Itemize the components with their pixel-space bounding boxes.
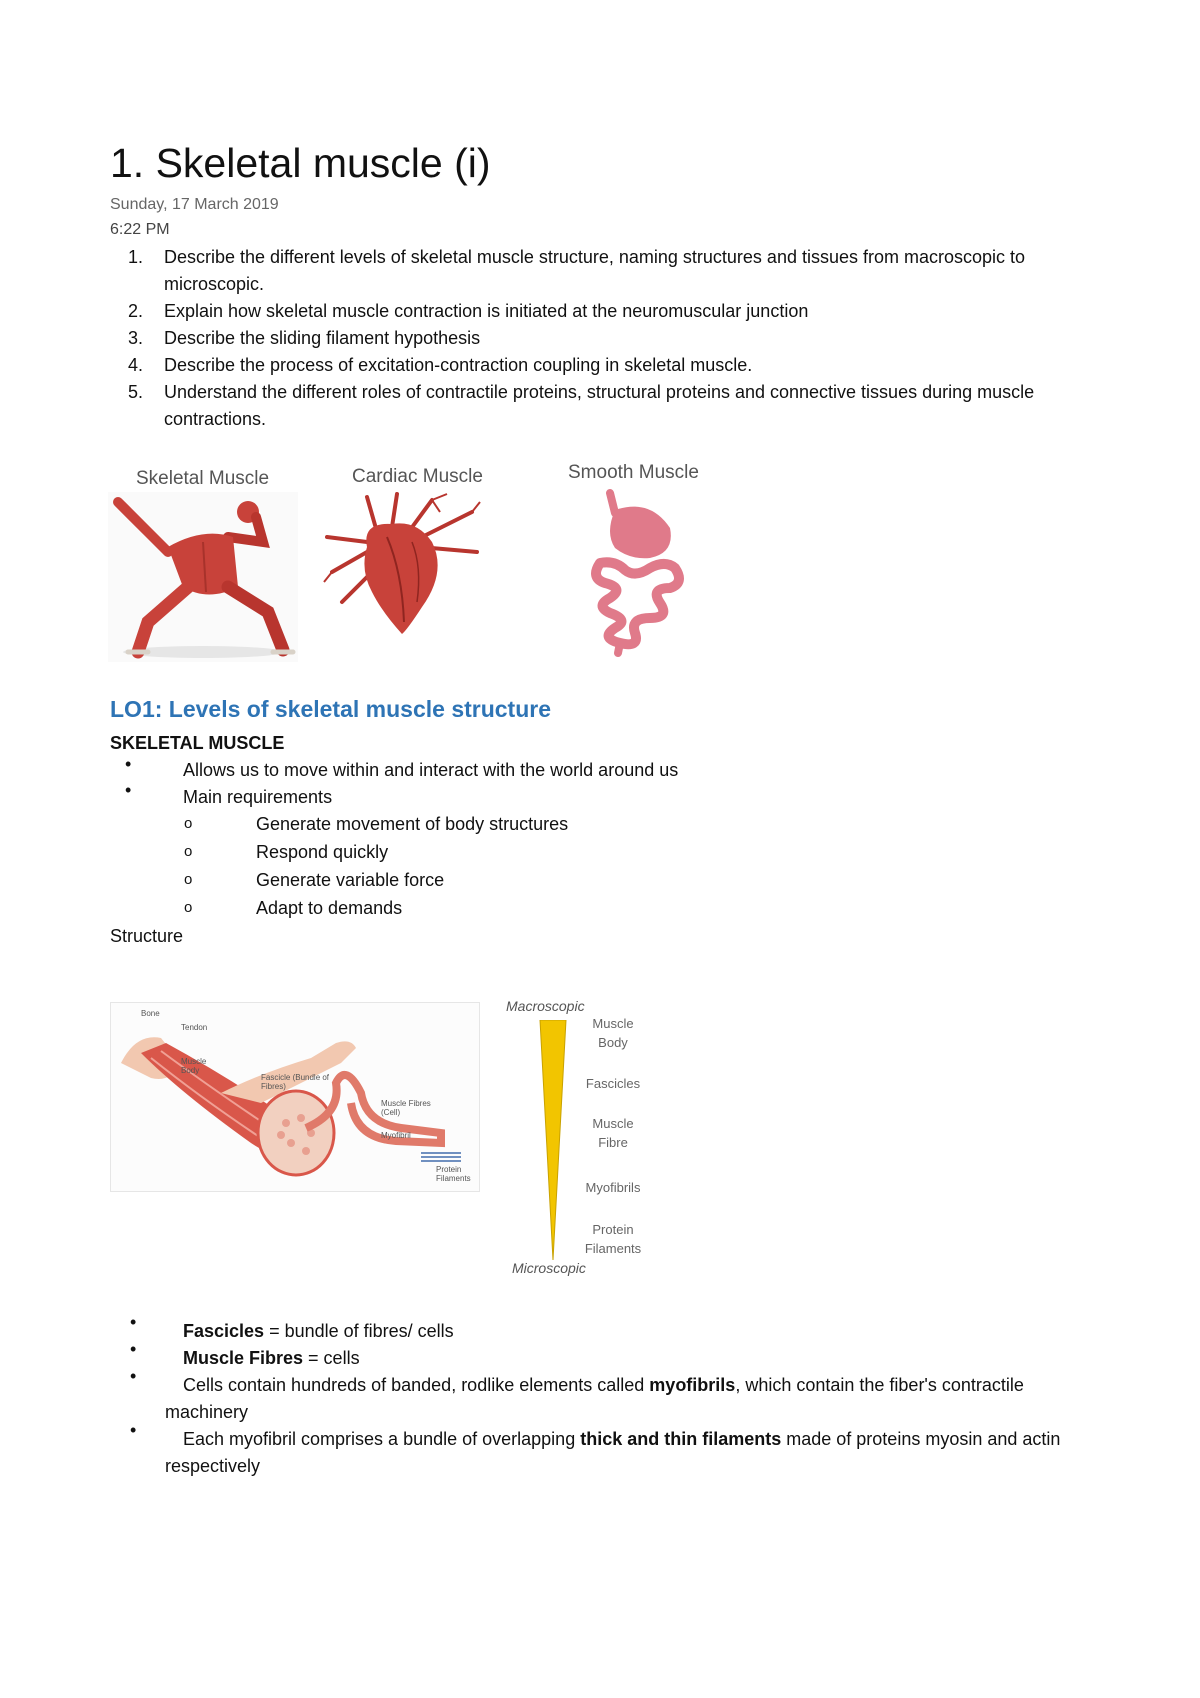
requirement-text: Adapt to demands	[256, 898, 403, 918]
definition-text: = cells	[303, 1348, 360, 1368]
definition-text: Each myofibril comprises a bundle of overlapping	[183, 1429, 581, 1449]
scale-level: Muscle Body	[592, 1016, 634, 1050]
cardiac-muscle-label: Cardiac Muscle	[352, 466, 483, 487]
scale-level: Protein Filaments	[584, 1222, 642, 1256]
scale-level: Fascicles	[585, 1076, 641, 1091]
subheading: SKELETAL MUSCLE	[110, 733, 285, 753]
objective-item	[120, 244, 1110, 298]
definition-fascicles	[183, 1318, 1123, 1345]
definition-text: Cells contain hundreds of banded, rodlike elements called	[183, 1375, 650, 1395]
scale-level: Myofibrils	[585, 1180, 641, 1195]
objective-number: 1.	[128, 247, 144, 267]
skeletal-muscle-label: Skeletal Muscle	[136, 468, 270, 489]
structure-label: Structure	[110, 926, 184, 946]
objective-text: Understand the different roles of contractile proteins, structural proteins and connective tissues during muscle contractions.	[164, 382, 1035, 429]
figure-label-tendon: Tendon	[181, 1023, 208, 1032]
objective-item	[120, 325, 1110, 352]
requirement-text: Respond quickly	[256, 842, 389, 862]
objective-number: 5.	[128, 382, 144, 402]
note-time: 6:22 PM	[110, 221, 170, 238]
section-heading: LO1: Levels of skeletal muscle structure	[110, 696, 552, 722]
bullet-text: Allows us to move within and interact with the world around us	[183, 760, 679, 780]
smooth-muscle-figure	[580, 488, 700, 658]
objective-item	[120, 352, 1110, 379]
requirement-text: Generate variable force	[256, 870, 445, 890]
skeletal-muscle-figure	[108, 492, 298, 662]
scale-wedge	[538, 1020, 568, 1260]
bullet-marker: •	[125, 780, 132, 800]
page-title: 1. Skeletal muscle (i)	[110, 140, 491, 186]
definition-text: , which contain the fiber's contractile machinery	[165, 1375, 1024, 1422]
arm-illustration	[111, 1003, 479, 1191]
definition-myofibrils	[165, 1372, 1105, 1426]
term-muscle-fibres: Muscle Fibres	[183, 1348, 304, 1368]
bullet-text: Main requirements	[183, 787, 333, 807]
requirement-text: Generate movement of body structures	[256, 814, 569, 834]
term-myofibrils: myofibrils	[649, 1375, 736, 1395]
objective-text: Describe the different levels of skeletal muscle structure, naming structures and tissues from macroscopic to microscopic.	[164, 247, 1026, 294]
bullet-marker: •	[125, 754, 132, 774]
scale-top-label: Macroscopic	[506, 998, 585, 1014]
objective-text: Describe the process of excitation-contraction coupling in skeletal muscle.	[164, 355, 753, 375]
objective-number: 4.	[128, 355, 144, 375]
figure-label-muscle-fibres: Muscle Fibres (Cell)	[381, 1099, 431, 1117]
figure-label-protein-filaments: Protein Filaments	[436, 1165, 471, 1183]
figure-label-myofibril: Myofibril	[381, 1131, 411, 1140]
definition-text: made of proteins myosin and actin respectively	[165, 1429, 1061, 1476]
scale-bottom-label: Microscopic	[512, 1260, 586, 1276]
term-filaments: thick and thin filaments	[580, 1429, 782, 1449]
cardiac-muscle-figure	[322, 492, 482, 642]
smooth-muscle-label: Smooth Muscle	[568, 462, 699, 483]
bullet-marker: •	[130, 1312, 137, 1332]
sub-bullet-marker: o	[184, 815, 193, 832]
definition-filaments	[165, 1426, 1105, 1480]
objectives-list	[120, 244, 1110, 433]
figure-label-bone: Bone	[141, 1009, 160, 1018]
sub-bullet-marker: o	[184, 871, 193, 888]
objective-text: Explain how skeletal muscle contraction is initiated at the neuromuscular junction	[164, 301, 809, 321]
bullet-marker: •	[130, 1339, 137, 1359]
figure-label-muscle-body: Muscle Body	[181, 1057, 207, 1075]
muscle-structure-figure	[110, 1002, 480, 1192]
sub-bullet-marker: o	[184, 899, 193, 916]
definition-muscle-fibres	[183, 1345, 1123, 1372]
definition-text: = bundle of fibres/ cells	[264, 1321, 454, 1341]
scale-level: Muscle Fibre	[592, 1116, 634, 1150]
objective-text: Describe the sliding filament hypothesis	[164, 328, 481, 348]
bullet-marker: •	[130, 1366, 137, 1386]
note-date: Sunday, 17 March 2019	[110, 196, 279, 213]
objective-number: 3.	[128, 328, 144, 348]
objective-number: 2.	[128, 301, 144, 321]
objective-item	[120, 298, 1110, 325]
term-fascicles: Fascicles	[183, 1321, 265, 1341]
sub-bullet-marker: o	[184, 843, 193, 860]
figure-label-fascicle: Fascicle (Bundle of Fibres)	[261, 1073, 330, 1091]
objective-item	[120, 379, 1110, 433]
bullet-marker: •	[130, 1420, 137, 1440]
